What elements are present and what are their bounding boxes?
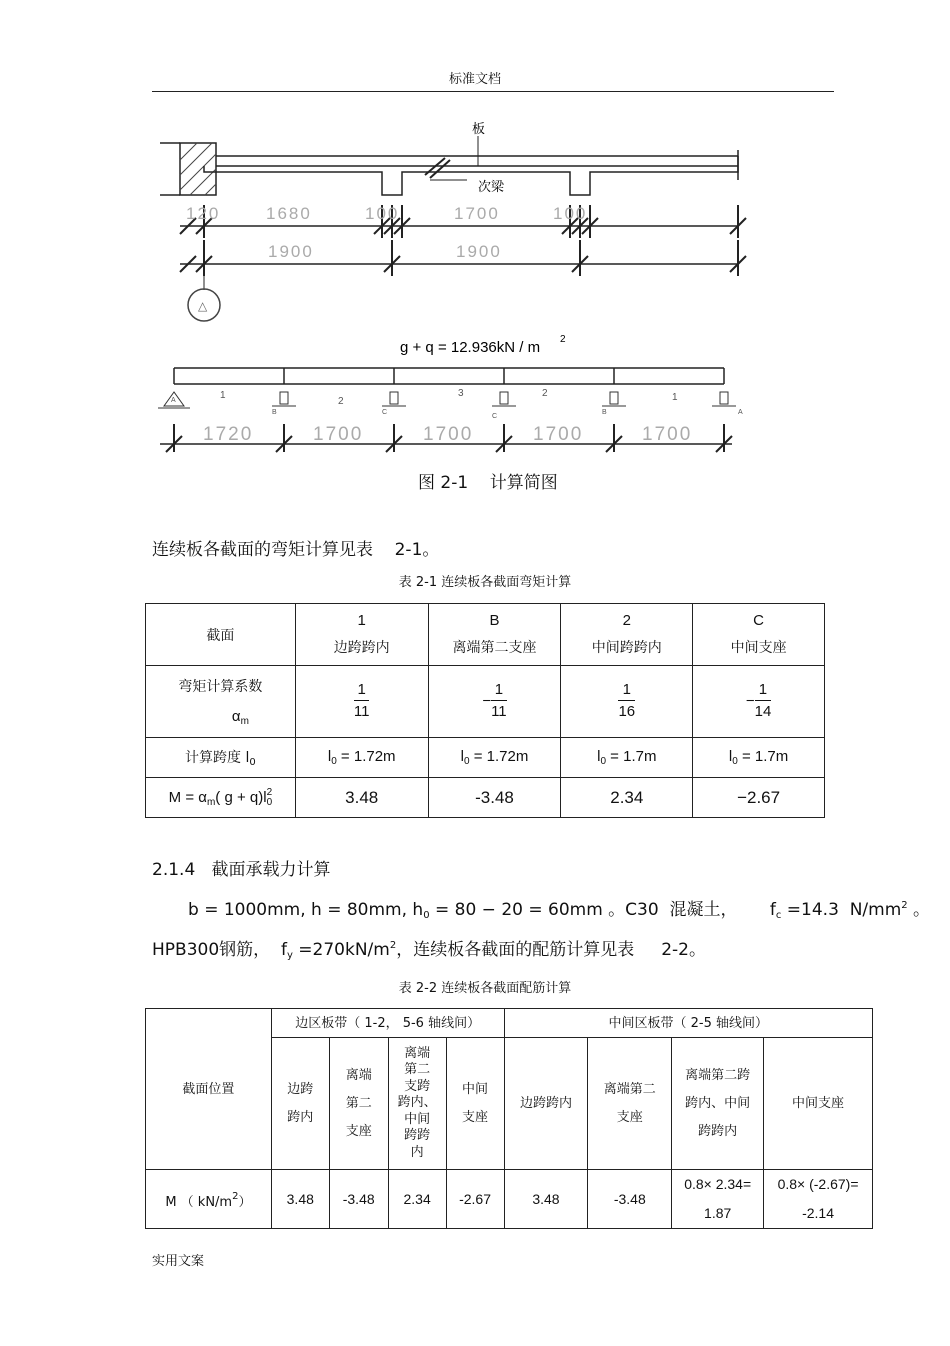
paragraph-params: b = 1000mm, h = 80mm, $h_0 = 80 - 20 = 60mm$ 。C30 混凝土， $f_c =14.3$ $N/mm^2$ 。	[188, 900, 931, 921]
col-id: 2	[622, 612, 631, 629]
dim-1700-4: 1700	[642, 424, 693, 445]
col-id: 1	[357, 612, 366, 629]
col-name: 中间支座	[730, 640, 787, 656]
dim-1720: 1720	[203, 424, 254, 445]
span-label: 计算跨度 $l_0$	[146, 738, 296, 778]
support-a: A	[171, 397, 176, 404]
coef-b: − $\frac{1}{11}$	[428, 666, 561, 738]
edge-col-4: 中间 支座	[446, 1038, 504, 1170]
m-edge-3: 2.34	[388, 1170, 446, 1229]
dim-1700-1: 1700	[313, 424, 364, 445]
moment-1: 3.48	[295, 778, 428, 818]
m-edge-2: -3.48	[329, 1170, 388, 1229]
moment-b: -3.48	[428, 778, 561, 818]
alpha-symbol: α	[231, 708, 241, 725]
dim-1700-3: 1700	[533, 424, 584, 445]
table1-caption: 表 2-1 连续板各截面弯矩计算	[398, 575, 572, 590]
mid-col-4: 中间支座	[764, 1038, 873, 1170]
span-b: $l_0 = 1.72m$	[428, 738, 561, 778]
span-2: 2	[338, 396, 344, 407]
page-footer: 实用文案	[152, 1254, 205, 1269]
span-1b: 1	[672, 392, 678, 403]
span-2b: 2	[542, 388, 548, 399]
mid-col-3: 离端第二跨 跨内、中间 跨跨内	[672, 1038, 764, 1170]
row-section-label: 截面	[146, 604, 296, 666]
m-mid-3: 0.8× 2.34= 1.87	[672, 1170, 764, 1229]
dim-1900-b: 1900	[456, 242, 502, 261]
col-name: 中间跨跨内	[591, 640, 662, 656]
span-2: $l_0 = 1.7m$	[561, 738, 693, 778]
m-mid-2: -3.48	[588, 1170, 672, 1229]
plate-label: 板	[472, 121, 486, 136]
support-a2: A	[738, 409, 743, 416]
edge-col-1: 边跨 跨内	[271, 1038, 329, 1170]
mid-col-2: 离端第二 支座	[588, 1038, 672, 1170]
paragraph-ref-table1: 连续板各截面的弯矩计算见表 2-1。	[152, 540, 440, 560]
table-reinforcement-calc	[145, 1008, 873, 1229]
span-1: 1	[220, 390, 226, 401]
support-c2: C	[492, 413, 498, 420]
m-row-label: M （ $kN/m^2$）	[146, 1170, 272, 1229]
load-label: g + q = 12.936kN / m	[400, 339, 541, 356]
mid-col-1: 边跨跨内	[504, 1038, 588, 1170]
coef-c: − $\frac{1}{14}$	[693, 666, 825, 738]
paragraph-steel: HPB300钢筋， $f_y =270kN/m^2$，连续板各截面的配筋计算见表 2-2。	[152, 940, 707, 961]
moment-label: $M = \alpha_m$( g + q)l 2 0	[146, 778, 296, 818]
edge-col-3: 离端 第二 支跨 跨内、 中间 跨跨 内	[388, 1038, 446, 1170]
support-b2: B	[602, 409, 607, 416]
dim-100-b: 100	[553, 204, 588, 223]
table2-caption: 表 2-2 连续板各截面配筋计算	[398, 981, 572, 996]
span-3: 3	[458, 388, 464, 399]
m-edge-1: 3.48	[271, 1170, 329, 1229]
col-id: B	[489, 612, 500, 629]
dim-100-a: 100	[365, 204, 400, 223]
col-name: 边跨跨内	[333, 640, 390, 656]
coef-2: $\frac{1}{16}$	[561, 666, 693, 738]
m-mid-4: 0.8× (-2.67)= -2.14	[764, 1170, 873, 1229]
moment-c: −2.67	[693, 778, 825, 818]
section-heading: 2.1.4 截面承载力计算	[152, 860, 331, 880]
calculation-diagram	[0, 0, 950, 470]
col-name: 离端第二支座	[452, 640, 537, 656]
axis-symbol: △	[198, 299, 208, 313]
dim-1900-a: 1900	[268, 242, 314, 261]
group-mid-strip: 中间区板带（ 2-5 轴线间）	[504, 1009, 872, 1038]
page-header: 标准文档	[448, 72, 501, 87]
group-edge-strip: 边区板带（ 1-2， 5-6 轴线间）	[271, 1009, 504, 1038]
dim-120: 120	[186, 204, 221, 223]
dim-1700-2: 1700	[423, 424, 474, 445]
m-mid-1: 3.48	[504, 1170, 588, 1229]
figure-caption: 图 2-1 计算简图	[418, 473, 558, 493]
support-b: B	[272, 409, 277, 416]
coef-label: 弯矩计算系数	[178, 679, 263, 695]
dim-1680: 1680	[266, 204, 312, 223]
support-c: C	[382, 409, 388, 416]
edge-col-2: 离端 第二 支座	[329, 1038, 388, 1170]
slab-profile	[204, 156, 738, 195]
col-id: C	[753, 612, 764, 629]
moment-2: 2.34	[561, 778, 693, 818]
dim-1700: 1700	[454, 204, 500, 223]
table-moment-calc: 截面 1 边跨跨内 B 离端第二支座 2 中间跨跨内 C 中间支座 弯矩计算系数 $\alpha_m$ $\frac{1}{11}$ − $\frac{1}{11}$ $\frac{1}{16}$ − $\frac{1}{14}$ 计算跨度 $l_0$ $l_0 = 1.72m$ $l_0 = 1.72m$ $l_0 = 1.7m$ $l_0 = 1.7m$ $M = \alpha_m$( g + q)l 2 0 3.48 -3.48 2.34 −2.67	[145, 603, 825, 818]
m-edge-4: -2.67	[446, 1170, 504, 1229]
row-position-label: 截面位置	[146, 1009, 272, 1170]
span-1: $l_0 = 1.72m$	[295, 738, 428, 778]
coef-1: $\frac{1}{11}$	[295, 666, 428, 738]
secondary-beam-label: 次梁	[478, 179, 505, 194]
load-label-sup: 2	[560, 334, 566, 345]
span-c: $l_0 = 1.7m$	[693, 738, 825, 778]
